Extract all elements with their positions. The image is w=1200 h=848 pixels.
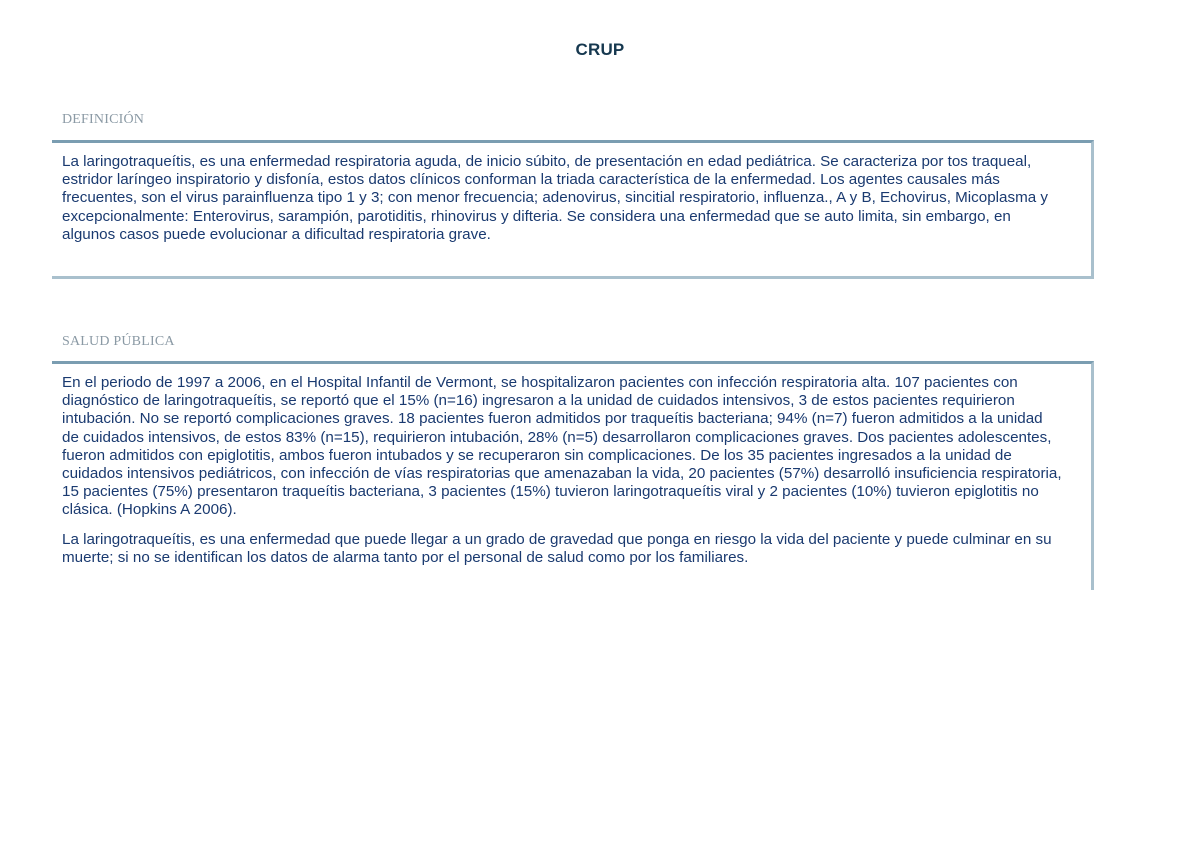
paragraph: La laringotraqueítis, es una enfermedad que puede llegar a un grado de gravedad que ponga en riesgo la vida del paciente y puede culminar en su muerte; si no se identifican los datos de alarma tanto por el personal de salud como por los familiares. <box>62 530 1052 566</box>
section-body-definicion <box>52 143 1091 244</box>
document-title: CRUP <box>575 40 625 59</box>
section-box-definicion <box>52 140 1094 279</box>
section-box-salud-publica <box>52 361 1094 590</box>
section-heading-salud-publica: SALUD PÚBLICA <box>62 334 175 349</box>
section-heading-definicion: DEFINICIÓN <box>62 112 145 127</box>
paragraph: En el periodo de 1997 a 2006, en el Hospital Infantil de Vermont, se hospitalizaron pacientes con infección respiratoria alta. 107 pacientes con diagnóstico de laringotraqueítis, se reportó que el 15% (n=16) ingresaron a la unidad de cuidados intensivos, 3 de estos pacientes requirieron intubación. No se reportó complicaciones graves. 18 pacientes fueron admitidos por traqueítis bacteriana; 94% (n=7) fueron admitidos a la unidad de cuidados intensivos, de estos 83% (n=15), requirieron intubación, 28% (n=5) desarrollaron complicaciones graves. Dos pacientes adolescentes, fueron admitidos con epiglotitis, ambos fueron intubados y se recuperaron sin complicaciones. De los 35 pacientes ingresados a la unidad de cuidados intensivos pediátricos, con infección de vías respiratorias que amenazaban la vida, 20 pacientes (57%) desarrolló insuficiencia respiratoria, 15 pacientes (75%) presentaron traqueítis bacteriana, 3 pacientes (15%) tuvieron laringotraqueítis viral y 2 pacientes (10%) tuvieron epiglotitis no clásica. (Hopkins A 2006). <box>62 374 1062 519</box>
section-body-salud-publica <box>52 364 1091 567</box>
paragraph: La laringotraqueítis, es una enfermedad respiratoria aguda, de inicio súbito, de presentación en edad pediátrica. Se caracteriza por tos traqueal, estridor laríngeo inspiratorio y disfonía, estos datos clínicos conforman la triada característica de la enfermedad. Los agentes causales más frecuentes, son el virus parainfluenza tipo 1 y 3; con menor frecuencia; adenovirus, sincitial respiratorio, influenza., A y B, Echovirus, Micoplasma y excepcionalmente: Enterovirus, sarampión, parotiditis, rhinovirus y difteria. Se considera una enfermedad que se auto limita, sin embargo, en algunos casos puede evolucionar a dificultad respiratoria grave. <box>62 153 1048 243</box>
